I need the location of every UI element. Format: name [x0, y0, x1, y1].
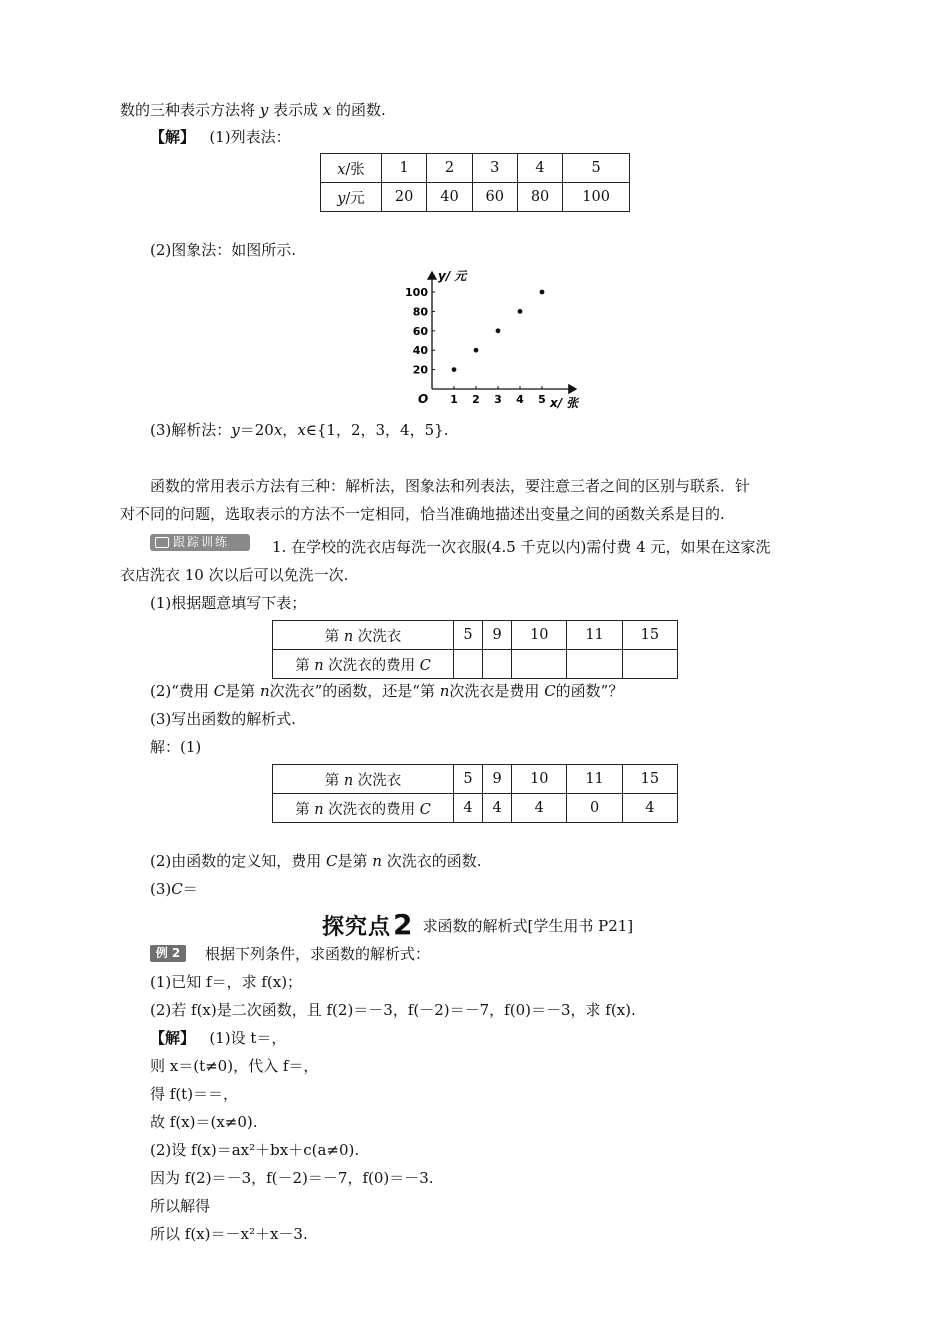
data-point — [496, 328, 501, 333]
y-tick-label: 60 — [412, 324, 428, 338]
table-cell: 9 — [483, 621, 512, 650]
intro-line: 数的三种表示方法将 y 表示成 x 的函数. — [120, 101, 386, 119]
table-cell: 11 — [567, 621, 622, 650]
fill-table — [272, 620, 678, 679]
practice-line-1: 1. 在学校的洗衣店每洗一次衣服(4.5 千克以内)需付费 4 元，如果在这家洗 — [272, 538, 771, 556]
table-cell: 5 — [454, 621, 483, 650]
data-point — [540, 290, 545, 295]
origin-label: O — [418, 392, 429, 406]
value-table-1 — [320, 153, 630, 212]
y-tick-label: 20 — [412, 363, 428, 377]
table-cell: 4 — [517, 154, 562, 183]
table-cell: 40 — [427, 183, 472, 212]
table-cell — [454, 650, 483, 679]
table-header: 第 n 次洗衣 — [273, 621, 454, 650]
data-point — [474, 348, 479, 353]
table-cell: 9 — [483, 765, 512, 794]
scatter-chart — [398, 266, 588, 414]
table-header-y: y/元 — [321, 183, 382, 212]
solution-2-line-6: 因为 f(2)＝－3，f(－2)＝－7，f(0)＝－3. — [150, 1169, 434, 1187]
x-tick-label: 1 — [450, 393, 458, 406]
table-cell: 2 — [427, 154, 472, 183]
table-row — [273, 650, 678, 679]
table-row — [273, 621, 678, 650]
x-axis-label: x/ 张 — [550, 396, 579, 410]
table-row — [321, 154, 630, 183]
x-tick-label: 2 — [472, 393, 480, 406]
y-tick-label: 100 — [405, 286, 428, 299]
solution-2-line-8: 所以 f(x)＝－x²＋x－3. — [150, 1225, 308, 1243]
y-tick-label: 40 — [412, 344, 428, 358]
table-header: 第 n 次洗衣 — [273, 765, 454, 794]
solution-2-line-4: 故 f(x)＝(x≠0). — [150, 1113, 258, 1131]
table-cell: 80 — [517, 183, 562, 212]
table-cell: 10 — [512, 621, 567, 650]
table-header: 第 n 次洗衣的费用 C — [273, 794, 454, 823]
practice-badge: 跟踪训练 — [150, 534, 250, 551]
section-heading: 探究点2 求函数的解析式[学生用书 P21] — [322, 908, 634, 941]
example-condition-2: (2)若 f(x)是二次函数，且 f(2)＝－3，f(－2)＝－7，f(0)＝－3，求 f(x). — [150, 1001, 636, 1019]
practice-ans3: (3)C＝ — [150, 880, 198, 898]
table-cell: 100 — [563, 183, 630, 212]
table-cell: 15 — [622, 765, 677, 794]
table-cell: 60 — [472, 183, 517, 212]
y-axis-label: y/ 元 — [438, 269, 467, 283]
practice-line-2: 衣店洗衣 10 次以后可以免洗一次. — [120, 566, 349, 584]
y-tick-label: 80 — [412, 305, 428, 319]
table-cell: 3 — [472, 154, 517, 183]
table-cell — [567, 650, 622, 679]
table-cell: 15 — [622, 621, 677, 650]
graph-method-text: (2)图象法：如图所示. — [150, 241, 297, 259]
data-point — [518, 309, 523, 314]
data-point — [452, 367, 457, 372]
table-cell: 5 — [454, 765, 483, 794]
table-header: 第 n 次洗衣的费用 C — [273, 650, 454, 679]
solution-1-heading: 【解】 (1)列表法： — [150, 128, 291, 146]
table-cell: 4 — [622, 794, 677, 823]
table-cell: 4 — [483, 794, 512, 823]
table-cell — [622, 650, 677, 679]
analytic-method-text: (3)解析法：y＝20x，x∈{1，2，3，4，5}. — [150, 421, 449, 439]
table-row — [273, 765, 678, 794]
table-row — [321, 183, 630, 212]
practice-q2: (2)“费用 C是第 n次洗衣”的函数，还是“第 n次洗衣是费用 C的函数”？ — [150, 682, 624, 700]
summary-line-2: 对不同的问题，选取表示的方法不一定相同，恰当准确地描述出变量之间的函数关系是目的. — [120, 505, 725, 523]
x-tick-label: 5 — [538, 393, 546, 406]
table-cell — [512, 650, 567, 679]
solution-2-line-7: 所以解得 — [150, 1197, 211, 1215]
example-condition-1: (1)已知 f＝，求 f(x)； — [150, 973, 303, 991]
solution-2-line-5: (2)设 f(x)＝ax²＋bx＋c(a≠0). — [150, 1141, 360, 1159]
table-cell: 5 — [563, 154, 630, 183]
table-cell: 4 — [512, 794, 567, 823]
table-cell: 11 — [567, 765, 622, 794]
table-header-x: x/张 — [321, 154, 382, 183]
table-cell: 4 — [454, 794, 483, 823]
table-cell: 0 — [567, 794, 622, 823]
solution-2-line-2: 则 x＝(t≠0)，代入 f＝， — [150, 1057, 319, 1075]
practice-answer-label: 解：(1) — [150, 738, 202, 756]
summary-line-1: 函数的常用表示方法有三种：解析法，图象法和列表法，要注意三者之间的区别与联系．针 — [150, 477, 751, 495]
table-cell — [483, 650, 512, 679]
answer-table — [272, 764, 678, 823]
solution-2-line-3: 得 f(t)＝＝， — [150, 1085, 239, 1103]
practice-ans2: (2)由函数的定义知，费用 C是第 n 次洗衣的函数. — [150, 852, 482, 870]
practice-q3: (3)写出函数的解析式. — [150, 710, 297, 728]
table-cell: 10 — [512, 765, 567, 794]
table-cell: 1 — [382, 154, 427, 183]
practice-q1: (1)根据题意填写下表； — [150, 594, 307, 612]
solution-2-line-1: 【解】 (1)设 t＝， — [150, 1029, 287, 1047]
example-text: 根据下列条件，求函数的解析式： — [205, 945, 431, 963]
table-row — [273, 794, 678, 823]
x-tick-label: 3 — [494, 393, 502, 406]
x-tick-label: 4 — [516, 393, 524, 406]
example-badge: 例 2 — [150, 945, 186, 962]
practice-icon — [155, 537, 169, 548]
table-cell: 20 — [382, 183, 427, 212]
